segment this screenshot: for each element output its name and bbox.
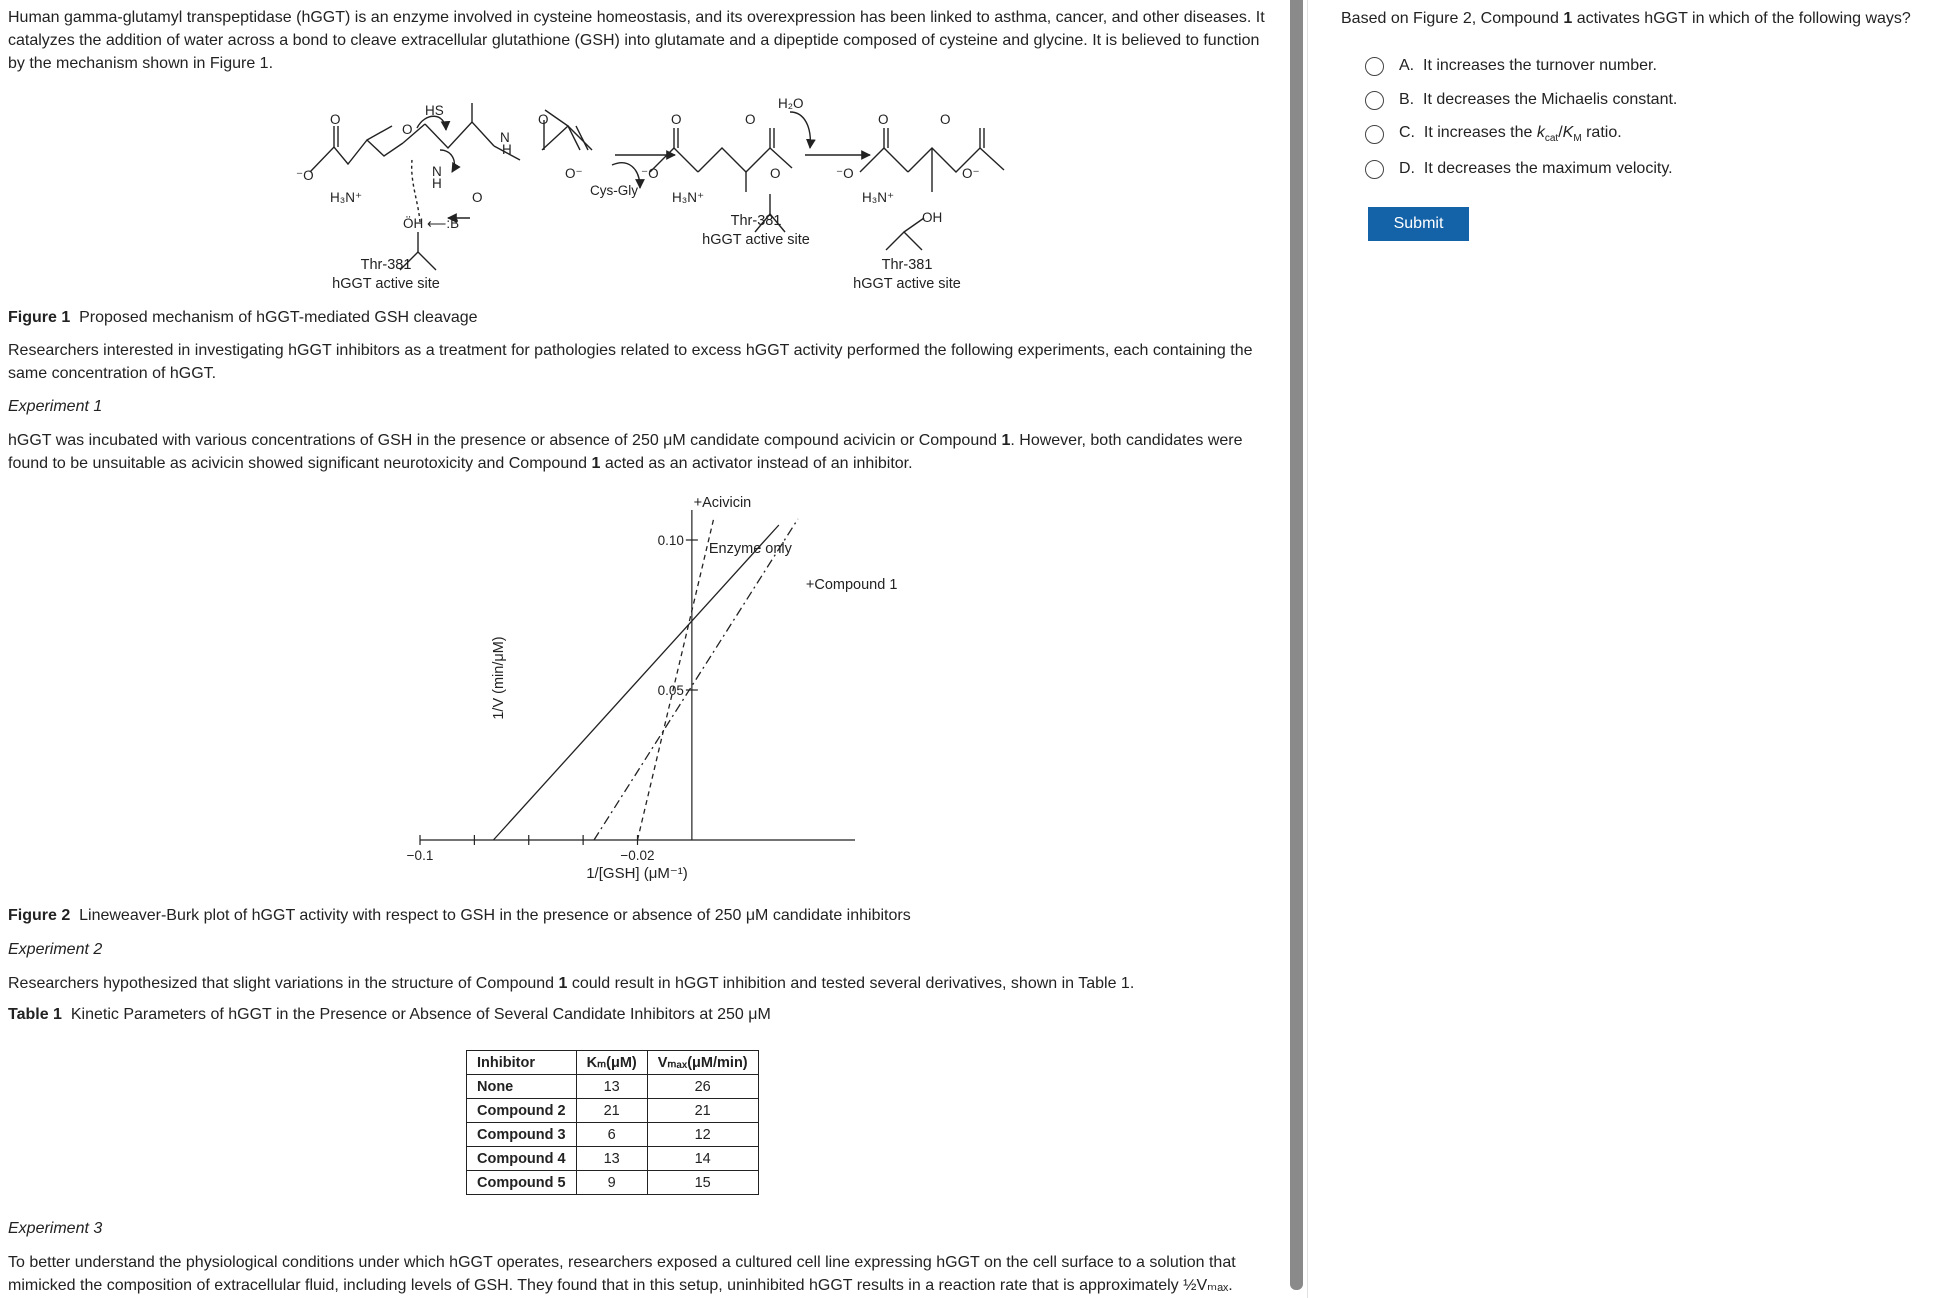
cell-km: 6 [576, 1123, 647, 1147]
compound-ref: 1 [1563, 10, 1573, 27]
kcat-subscript: cat [1544, 133, 1559, 145]
cell-inhibitor: Compound 5 [467, 1171, 577, 1195]
table-1-caption-text: Kinetic Parameters of hGGT in the Presence or Absence of Several Candidate Inhibitors at 250 μM [70, 1006, 771, 1023]
choice-letter: D. [1399, 160, 1415, 177]
answer-choice-d[interactable] [1365, 156, 1673, 182]
choice-letter: B. [1399, 91, 1415, 108]
passage-scrollbar[interactable] [1290, 0, 1303, 1290]
o-atom-7: O [770, 166, 781, 181]
o-minus-2: O⁻ [565, 166, 583, 181]
o-minus-1: ⁻O [296, 168, 314, 183]
figure-2-lineweaver-burk-plot [0, 480, 1290, 900]
figure-1-label: Figure 1 [8, 309, 71, 326]
series-label: Enzyme only [708, 541, 792, 557]
cys-gly-label: Cys-Gly [590, 183, 638, 198]
series-labels [694, 495, 898, 593]
table-row [467, 1147, 759, 1171]
table-row [467, 1171, 759, 1195]
series-label: +Compound 1 [805, 577, 898, 593]
o-minus-3: ⁻O [641, 166, 659, 181]
choice-body: It decreases the maximum velocity. [1423, 160, 1673, 177]
figure-2-caption [8, 905, 911, 927]
kcat-symbol: k [1536, 123, 1545, 141]
choice-letter: C. [1399, 123, 1415, 141]
table-header-row [467, 1051, 759, 1075]
kinetic-parameters-table [466, 1050, 759, 1195]
choice-body-post: ratio. [1581, 123, 1622, 141]
cell-km: 13 [576, 1075, 647, 1099]
cell-vmax: 14 [647, 1147, 758, 1171]
answer-choice-b[interactable] [1365, 87, 1677, 113]
cell-km: 13 [576, 1147, 647, 1171]
site-label-3: hGGT active site [853, 276, 961, 292]
exp1-text-e: acted as an activator instead of an inhibitor. [600, 455, 913, 472]
gsh-backbone [310, 140, 403, 172]
o-atom-2: O [402, 122, 413, 137]
plot-lines [493, 519, 798, 840]
y-tick-label: 0.10 [657, 533, 684, 548]
cell-vmax: 21 [647, 1099, 758, 1123]
exp1-text-c: . However, both candidates were found to be unsuitable as acivicin showed significant neurotoxicity and Compound [8, 432, 1243, 472]
experiment-1-paragraph [8, 429, 1270, 475]
compound-ref: 1 [558, 975, 568, 992]
question-panel [1320, 0, 1950, 1298]
thr-label-3: Thr-381 [881, 257, 933, 273]
cell-inhibitor: Compound 3 [467, 1123, 577, 1147]
hs-label: HS [425, 103, 444, 118]
o-minus-5: O⁻ [962, 166, 980, 181]
choice-d-text [1399, 160, 1673, 178]
exp2-text-c: could result in hGGT inhibition and tested several derivatives, shown in Table 1. [567, 975, 1135, 992]
series-line [638, 519, 714, 840]
radio-button-b[interactable] [1365, 91, 1384, 110]
site-label-2: hGGT active site [702, 232, 810, 248]
answer-choice-c[interactable] [1365, 121, 1622, 147]
site-label-1: hGGT active site [332, 276, 440, 292]
cell-inhibitor: None [467, 1075, 577, 1099]
tick-marks [420, 540, 698, 845]
choice-c-text [1399, 124, 1622, 144]
x-tick-label: −0.1 [406, 848, 434, 863]
table-1-caption [8, 1004, 771, 1026]
oh-label: OH [922, 210, 943, 225]
thr-label-2: Thr-381 [730, 213, 782, 229]
base-label: ÖH ⟵:B [403, 216, 460, 231]
amine-2: H₃N⁺ [672, 190, 705, 205]
series-line [493, 525, 778, 840]
experiment-3-heading: Experiment 3 [8, 1220, 103, 1237]
researchers-paragraph: Researchers interested in investigating hGGT inhibitors as a treatment for pathologies related to excess hGGT activity performed the following experiments, each containing the same concentration of hGGT. [8, 342, 1253, 382]
km-symbol: K [1562, 123, 1574, 141]
h2o-label: H₂O [778, 96, 804, 111]
tick-labels [407, 533, 684, 863]
o-atom-1: O [330, 112, 341, 127]
cell-vmax: 12 [647, 1123, 758, 1147]
radio-button-c[interactable] [1365, 125, 1384, 144]
choice-body: It increases the turnover number. [1423, 57, 1657, 74]
n-atom-1: N [432, 164, 442, 179]
header-km: Kₘ(μM) [576, 1051, 647, 1075]
y-axis-label: 1/V (min/μM) [491, 636, 507, 720]
series-label: +Acivicin [693, 495, 752, 511]
slash: / [1558, 123, 1563, 141]
question-text-c: activates hGGT in which of the following ways? [1572, 10, 1911, 27]
cell-inhibitor: Compound 2 [467, 1099, 577, 1123]
answer-choice-a[interactable] [1365, 53, 1657, 79]
series-line [594, 519, 798, 840]
o-atom-4: O [538, 112, 549, 127]
intro-paragraph: Human gamma-glutamyl transpeptidase (hGGT) is an enzyme involved in cysteine homeostasis, and its overexpression has been linked to asthma, cancer, and other diseases. It catalyzes the addition of water across a bond to cleave extracellular glutathione (GSH) into glutamate and a dipeptide composed of cysteine and glycine. It is believed to function by the mechanism shown in Figure 1. [8, 9, 1265, 72]
x-axis-label: 1/[GSH] (μM⁻¹) [586, 865, 688, 882]
experiment-2-paragraph [8, 972, 1270, 995]
cell-km: 9 [576, 1171, 647, 1195]
thr-label-1: Thr-381 [360, 257, 412, 273]
o-atom-8: O [878, 112, 889, 127]
h-atom-1: H [432, 176, 442, 191]
table-row [467, 1075, 759, 1099]
nh-2: N [500, 130, 510, 145]
h-atom-2: H [502, 142, 512, 157]
experiment-2-heading: Experiment 2 [8, 941, 103, 958]
cell-vmax: 15 [647, 1171, 758, 1195]
amine-1: H₃N⁺ [330, 190, 363, 205]
figure-1-caption [8, 307, 478, 329]
header-inhibitor: Inhibitor [467, 1051, 577, 1075]
table-row [467, 1123, 759, 1147]
cell-km: 21 [576, 1099, 647, 1123]
figure-2-label: Figure 2 [8, 907, 71, 924]
radio-button-d[interactable] [1365, 160, 1384, 179]
choice-a-text [1399, 57, 1657, 75]
o-atom-6: O [745, 112, 756, 127]
o-atom-9: O [940, 112, 951, 127]
y-tick-label: 0.05 [657, 683, 684, 698]
experiment-1-heading: Experiment 1 [8, 398, 103, 415]
header-vmax: Vₘₐₓ(μM/min) [647, 1051, 758, 1075]
choice-body-pre: It increases the [1423, 123, 1537, 141]
km-subscript: M [1573, 133, 1582, 145]
choice-b-text [1399, 91, 1677, 109]
x-tick-label: −0.02 [620, 848, 655, 863]
experiment-3-paragraph: To better understand the physiological conditions under which hGGT operates, researchers exposed a cultured cell line expressing hGGT on the cell surface to a solution that mimicked the composition of extracellular fluid, including levels of GSH. They found that in this setup, uninhibited hGGT results in a reaction rate that is approximately ½Vₘₐₓ. [8, 1254, 1236, 1294]
submit-button[interactable]: Submit [1368, 207, 1469, 241]
radio-button-a[interactable] [1365, 57, 1384, 76]
cell-inhibitor: Compound 4 [467, 1147, 577, 1171]
figure-2-caption-text: Lineweaver-Burk plot of hGGT activity with respect to GSH in the presence or absence of 250 μM candidate inhibitors [79, 907, 911, 924]
compound-ref: 1 [1001, 432, 1011, 449]
panel-divider [1307, 0, 1308, 1298]
o-atom-5: O [671, 112, 682, 127]
figure-1-caption-text: Proposed mechanism of hGGT-mediated GSH cleavage [79, 309, 478, 326]
compound-ref: 1 [591, 455, 601, 472]
cell-vmax: 26 [647, 1075, 758, 1099]
table-row [467, 1099, 759, 1123]
amine-3: H₃N⁺ [862, 190, 895, 205]
choice-letter: A. [1399, 57, 1415, 74]
exp1-text-a: hGGT was incubated with various concentrations of GSH in the presence or absence of 250 μM candidate compound acivicin or Compound [8, 432, 1002, 449]
figure-1-mechanism [0, 0, 1290, 300]
o-atom-3: O [472, 190, 483, 205]
table-1-label: Table 1 [8, 1006, 62, 1023]
o-minus-4: ⁻O [836, 166, 854, 181]
choice-body: It decreases the Michaelis constant. [1423, 91, 1678, 108]
question-stem [1341, 10, 1911, 28]
exp2-text-a: Researchers hypothesized that slight variations in the structure of Compound [8, 975, 559, 992]
question-text-a: Based on Figure 2, Compound [1341, 10, 1564, 27]
